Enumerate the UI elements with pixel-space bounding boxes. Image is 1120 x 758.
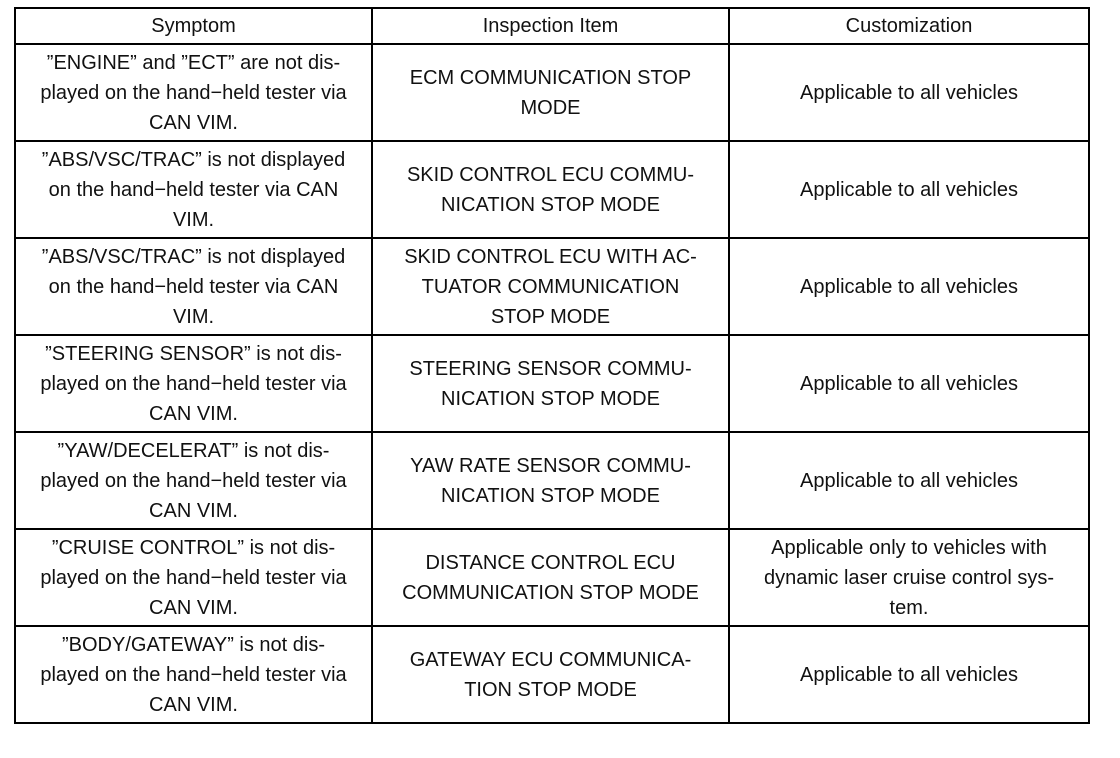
cell-text-line: YAW RATE SENSOR COMMU- — [410, 454, 691, 477]
inspection-item-cell — [372, 626, 729, 723]
cell-text-line: ”YAW/DECELERAT” is not dis- — [57, 439, 330, 462]
customization-cell — [729, 626, 1089, 723]
cell-text-line: COMMUNICATION STOP MODE — [402, 581, 699, 604]
cell-text-line: NICATION STOP MODE — [441, 484, 660, 507]
cell-text-line: STEERING SENSOR COMMU- — [409, 357, 692, 380]
cell-text-line: TUATOR COMMUNICATION — [421, 275, 680, 298]
cell-text-line: Applicable only to vehicles with — [771, 536, 1047, 559]
cell-text-line: Applicable to all vehicles — [800, 275, 1018, 298]
header-inspection-item: Inspection Item — [372, 8, 729, 44]
table-row — [15, 141, 1089, 238]
cell-text-line: CAN VIM. — [149, 693, 238, 716]
cell-text-line: played on the hand−held tester via — [40, 372, 347, 395]
cell-text-line: ”ABS/VSC/TRAC” is not displayed — [41, 148, 346, 171]
inspection-item-cell — [372, 529, 729, 626]
table-row — [15, 44, 1089, 141]
header-row — [15, 8, 1089, 44]
inspection-item-cell — [372, 238, 729, 335]
cell-text-line: SKID CONTROL ECU WITH AC- — [404, 245, 697, 268]
header-customization: Customization — [729, 8, 1089, 44]
symptom-cell — [15, 238, 372, 335]
cell-text-line: played on the hand−held tester via — [40, 663, 347, 686]
cell-text-line: Applicable to all vehicles — [800, 469, 1018, 492]
cell-text-line: on the hand−held tester via CAN — [48, 178, 339, 201]
cell-text-line: CAN VIM. — [149, 596, 238, 619]
symptom-cell — [15, 529, 372, 626]
cell-text-line: STOP MODE — [490, 305, 611, 328]
cell-text-line: NICATION STOP MODE — [441, 387, 660, 410]
cell-text-line: played on the hand−held tester via — [40, 469, 347, 492]
cell-text-line: ECM COMMUNICATION STOP — [409, 66, 692, 89]
inspection-item-cell — [372, 432, 729, 529]
cell-text-line: CAN VIM. — [149, 402, 238, 425]
cell-text-line: DISTANCE CONTROL ECU — [425, 551, 676, 574]
cell-text-line: TION STOP MODE — [464, 678, 637, 701]
cell-text-line: played on the hand−held tester via — [40, 566, 347, 589]
table-row — [15, 335, 1089, 432]
symptom-cell — [15, 626, 372, 723]
cell-text-line: Applicable to all vehicles — [800, 663, 1018, 686]
customization-cell — [729, 141, 1089, 238]
cell-text-line: ”ENGINE” and ”ECT” are not dis- — [46, 51, 341, 74]
cell-text-line: Applicable to all vehicles — [800, 178, 1018, 201]
inspection-item-cell — [372, 141, 729, 238]
cell-text-line: CAN VIM. — [149, 111, 238, 134]
inspection-item-cell — [372, 44, 729, 141]
cell-text-line: MODE — [520, 96, 581, 119]
table-row — [15, 238, 1089, 335]
table-row — [15, 432, 1089, 529]
header-symptom: Symptom — [15, 8, 372, 44]
table-row — [15, 626, 1089, 723]
cell-text-line: GATEWAY ECU COMMUNICA- — [409, 648, 692, 671]
customization-cell — [729, 432, 1089, 529]
customization-cell — [729, 335, 1089, 432]
cell-text-line: played on the hand−held tester via — [40, 81, 347, 104]
cell-text-line: Applicable to all vehicles — [800, 372, 1018, 395]
cell-text-line: SKID CONTROL ECU COMMU- — [406, 163, 695, 186]
symptom-cell — [15, 141, 372, 238]
cell-text-line: Applicable to all vehicles — [800, 81, 1018, 104]
cell-text-line: dynamic laser cruise control sys- — [763, 566, 1055, 589]
cell-text-line: ”ABS/VSC/TRAC” is not displayed — [41, 245, 346, 268]
cell-text-line: VIM. — [172, 305, 215, 328]
customization-cell — [729, 44, 1089, 141]
inspection-item-cell — [372, 335, 729, 432]
cell-text-line: NICATION STOP MODE — [441, 193, 660, 216]
cell-text-line: ”CRUISE CONTROL” is not dis- — [51, 536, 336, 559]
table-row — [15, 529, 1089, 626]
table-body — [15, 44, 1089, 723]
cell-text-line: ”STEERING SENSOR” is not dis- — [45, 342, 342, 365]
cell-text-line: VIM. — [172, 208, 215, 231]
customization-cell — [729, 238, 1089, 335]
cell-text-line: ”BODY/GATEWAY” is not dis- — [62, 633, 325, 656]
customization-cell — [729, 529, 1089, 626]
cell-text-line: CAN VIM. — [149, 499, 238, 522]
inspection-table — [14, 7, 1090, 724]
cell-text-line: on the hand−held tester via CAN — [48, 275, 339, 298]
cell-text-line: tem. — [889, 596, 929, 619]
symptom-cell — [15, 432, 372, 529]
symptom-cell — [15, 335, 372, 432]
symptom-cell — [15, 44, 372, 141]
